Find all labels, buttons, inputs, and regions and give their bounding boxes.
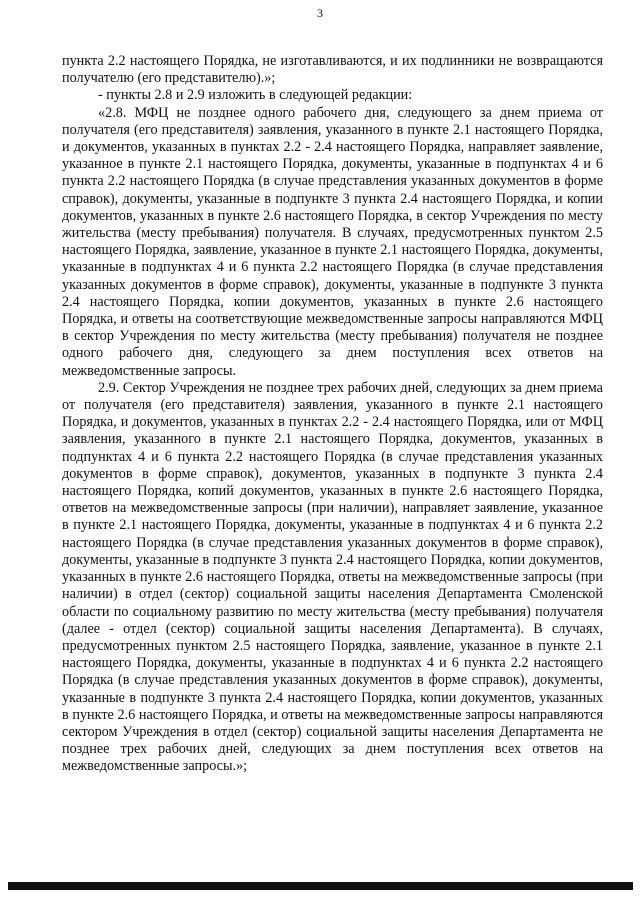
paragraph-continuation: пункта 2.2 настоящего Порядка, не изготавливаются, и их подлинники не возвращаются получателю (его представителю).»; xyxy=(62,53,603,87)
paragraph-clause-2-9: 2.9. Сектор Учреждения не позднее трех рабочих дней, следующих за днем приема от получателя (его представителя) заявления, указанного в пункте 2.1 настоящего Порядка, и документов, указанных в пунктах 2.2 - 2.4 настоящего Порядка, или от МФЦ заявления, указанного в пункте 2.1 настоящего Порядка, документов, указанных в подпунктах 4 и 6 пункта 2.2 настоящего Порядка (в случае представления указанных документов в форме справок), документов, указанных в подпункте 3 пункта 2.4 настоящего Порядка, копий документов, указанных в пункте 2.6 настоящего Порядка, ответов на межведомственные запросы (при наличии), направляет заявление, указанное в пункте 2.1 настоящего Порядка, документы, указанные в подпунктах 4 и 6 пункта 2.2 настоящего Порядка (в случае представления указанных документов в форме справок), документы, указанные в подпункте 3 пункта 2.4 настоящего Порядка, копии документов, указанных в пункте 2.6 настоящего Порядка, ответы на межведомственные запросы (при наличии) в отдел (сектор) социальной защиты населения Департамента Смоленской области по социальному развитию по месту жительства (месту пребывания) получателя (далее - отдел (сектор) социальной защиты населения Департамента). В случаях, предусмотренных пунктом 2.5 настоящего Порядка, заявление, указанное в пункте 2.1 настоящего Порядка, документы, указанные в подпунктах 4 и 6 пункта 2.2 настоящего Порядка (в случае представления указанных документов в форме справок), документы, указанные в подпункте 3 пункта 2.4 настоящего Порядка, копии документов, указанных в пункте 2.6 настоящего Порядка, и ответы на межведомственные запросы направляются сектором Учреждения в отдел (сектор) социальной защиты населения Департамента не позднее трех рабочих дней, следующих за днем поступления всех ответов на межведомственные запросы.»; xyxy=(62,379,603,775)
paragraph-amendment-intro: - пункты 2.8 и 2.9 изложить в следующей редакции: xyxy=(98,87,413,104)
paragraph-clause-2-8: «2.8. МФЦ не позднее одного рабочего дня, следующего за днем приема от получателя (его представителя) заявления, указанного в пункте 2.1 настоящего Порядка, и документов, указанных в пунктах 2.2 - 2.4 настоящего Порядка, направляет заявление, указанное в пункте 2.1 настоящего Порядка, документы, указанные в подпунктах 4 и 6 пункта 2.2 настоящего Порядка (в случае представления указанных документов в форме справок), документы, указанные в подпункте 3 пункта 2.4 настоящего Порядка, и копии документов, указанных в пункте 2.6 настоящего Порядка, в сектор Учреждения по месту жительства (месту пребывания) получателя. В случаях, предусмотренных пунктом 2.5 настоящего Порядка, заявление, указанное в пункте 2.1 настоящего Порядка, документы, указанные в подпунктах 4 и 6 пункта 2.2 настоящего Порядка (в случае представления указанных документов в форме справок), документы, указанные в подпункте 3 пункта 2.4 настоящего Порядка, копии документов, указанных в пункте 2.6 настоящего Порядка, и ответы на соответствующие межведомственные запросы направляются МФЦ в сектор Учреждения по месту жительства (месту пребывания) получателя не позднее одного рабочего дня, следующего за днем поступления всех ответов на межведомственные запросы. xyxy=(62,104,603,379)
bottom-rule xyxy=(8,882,633,890)
page-number: 3 xyxy=(317,6,323,20)
document-body xyxy=(62,53,603,776)
